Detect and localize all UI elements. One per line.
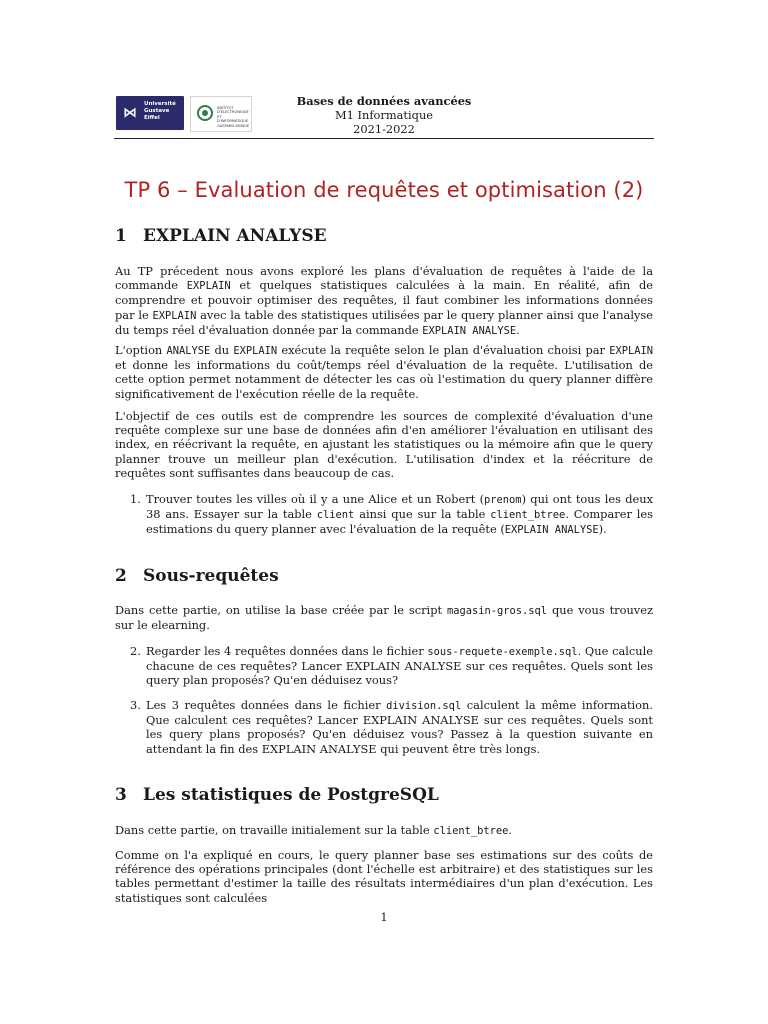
item-3-text: Les 3 requêtes données dans le fichier division.sql calculent la même information. Que calculent ces requêtes? Lancer EXPLAIN ANALYSE sur ces requêtes. Quels sont les query plans proposés? Qu'en déduisez vous? Passez à la question suivante en attendant la fin des EXPLAIN ANALYSE qui peuvent être très longs.: [146, 698, 653, 756]
section-3-paragraph-1: Dans cette partie, on travaille initialement sur la table client_btree.: [115, 823, 513, 837]
header-rule: [114, 138, 654, 139]
item-3-number: 3.: [130, 698, 141, 712]
university-logo: [116, 96, 184, 130]
header-course-info: [264, 94, 504, 136]
section-1-paragraph-2: L'option ANALYSE du EXPLAIN exécute la requête selon le plan d'évaluation choisi par EXPLAIN et donne les informations du coût/temps réel d'évaluation de la requête. L'utilisation de cette option permet notamment de détecter les cas où l'estimation du query planner diffère significativement de l'exécution réelle de la requête.: [115, 343, 653, 401]
academic-year: 2021-2022: [353, 122, 415, 136]
section-2-paragraph-1: Dans cette partie, on utilise la base créée par le script magasin-gros.sql que vous trouvez sur le elearning.: [115, 603, 653, 633]
section-3-paragraph-2: Comme on l'a expliqué en cours, le query planner base ses estimations sur des coûts de référence des opérations principales (dont l'échelle est arbitraire) et des statistiques sur les tables permettant d'estimer la taille des résultats intermédiaires d'un plan d'exécution. Les statistiques sont calculées: [115, 848, 653, 905]
program-name: M1 Informatique: [334, 108, 434, 122]
university-logo-text: Université Gustave Eiffel: [144, 101, 176, 121]
section-1-heading: 1 EXPLAIN ANALYSE: [115, 226, 327, 246]
igm-logo: [190, 96, 252, 132]
igm-logo-text: INSTITUT D'ÉLECTRONIQUE ET D'INFORMATIQUE GASPARD-MONGE: [217, 106, 250, 128]
university-logo-mark-icon: ⋈: [123, 105, 137, 121]
page-header: [114, 94, 654, 140]
section-3-heading: 3 Les statistiques de PostgreSQL: [115, 785, 439, 805]
section-1-paragraph-3: L'objectif de ces outils est de comprendre les sources de complexité d'évaluation d'une requête complexe sur une base de données afin d'en améliorer l'évaluation en utilisant des index, en réécrivant la requête, en ajustant les statistiques ou la mémoire afin que le query planner trouve un meilleur plan d'exécution. L'utilisation d'index et la réécriture de requêtes sont suffisantes dans beaucoup de cas.: [115, 409, 653, 480]
item-1-text: Trouver toutes les villes où il y a une Alice et un Robert (prenom) qui ont tous les deux 38 ans. Essayer sur la table client ainsi que sur la table client_btree. Comparer les estimations du query planner avec l'évaluation de la requête (EXPLAIN ANALYSE).: [146, 492, 654, 537]
course-name: Bases de données avancées: [296, 94, 472, 108]
section-2-heading: 2 Sous-requêtes: [115, 566, 279, 586]
item-1-number: 1.: [130, 492, 141, 506]
page-number: 1: [380, 910, 388, 924]
section-1-paragraph-1: Au TP précedent nous avons exploré les plans d'évaluation de requêtes à l'aide de la commande EXPLAIN et quelques statistiques calculées à la main. En réalité, afin de comprendre et pouvoir optimiser des requêtes, il faut combiner les informations données par le EXPLAIN avec la table des statistiques utilisées par le query planner ainsi que l'analyse du temps réel d'évaluation donnée par la commande EXPLAIN ANALYSE.: [115, 264, 653, 337]
page-title: TP 6 – Evaluation de requêtes et optimisation (2): [124, 178, 644, 202]
item-2-number: 2.: [130, 644, 141, 658]
igm-logo-emblem-icon: [197, 105, 213, 121]
item-2-text: Regarder les 4 requêtes données dans le fichier sous-requete-exemple.sql. Que calcule chacune de ces requêtes? Lancer EXPLAIN ANALYSE sur ces requêtes. Quels sont les query plan proposés? Qu'en déduisez vous?: [146, 644, 653, 688]
